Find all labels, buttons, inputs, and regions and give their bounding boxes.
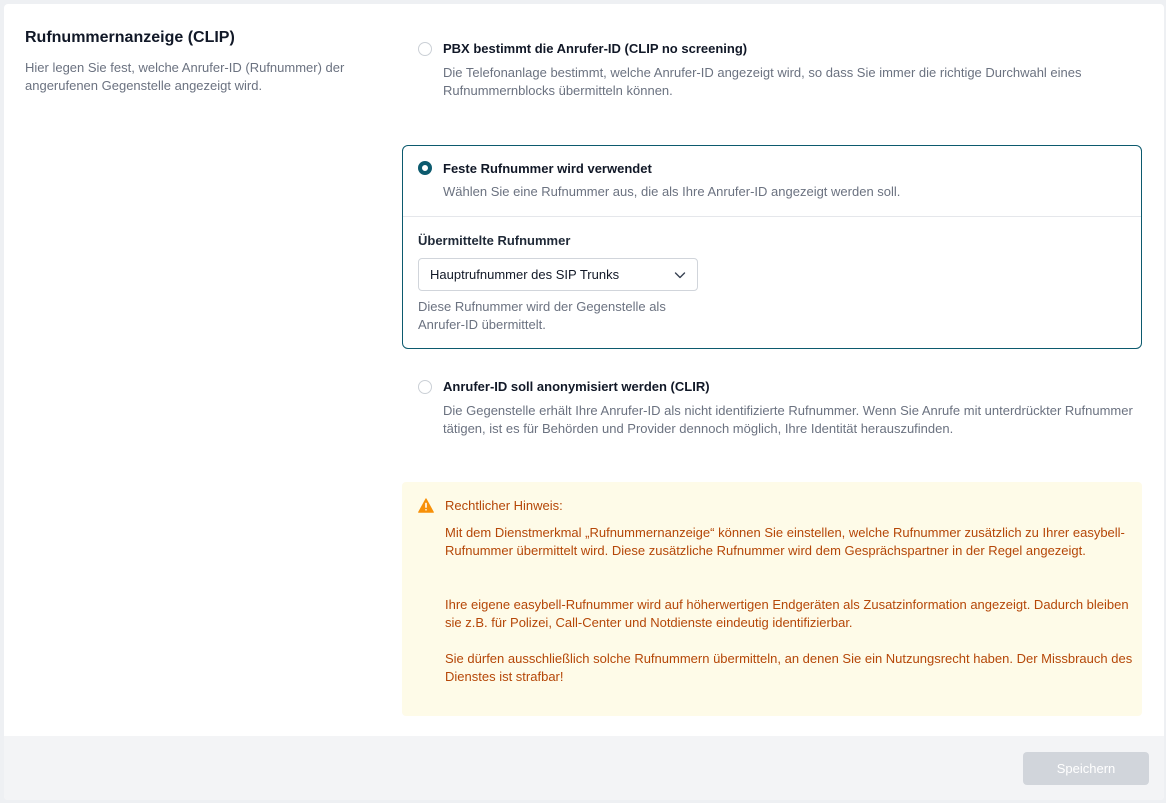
option-description: Die Gegenstelle erhält Ihre Anrufer-ID als nicht identifizierte Rufnummer. Wenn Sie Anrufe mit unterdrückter Rufnummer tätigen, ist es für Behörden und Provider dennoch möglich, Ihre Identität herauszufinden. (443, 403, 1133, 436)
footer-bar (4, 736, 1164, 800)
notice-paragraph: Mit dem Dienstmerkmal „Rufnummernanzeige“ können Sie einstellen, welche Rufnummer zusätzlich zu Ihrer easybell-Rufnummer übermittelt wird. Diese zusätzliche Rufnummer wird dem Gesprächspartner in der Regel angezeigt. (445, 525, 1125, 558)
settings-card (4, 4, 1164, 800)
option-title: Anrufer-ID soll anonymisiert werden (CLIR) (443, 379, 710, 394)
chevron-down-icon (674, 269, 686, 281)
section-header (25, 28, 375, 95)
radio-clir[interactable] (418, 380, 432, 394)
option-title: PBX bestimmt die Anrufer-ID (CLIP no screening) (443, 41, 748, 56)
section-description: Hier legen Sie fest, welche Anrufer-ID (Rufnummer) der angerufenen Gegenstelle angezeigt wird. (25, 60, 345, 93)
option-description: Wählen Sie eine Rufnummer aus, die als Ihre Anrufer-ID angezeigt werden soll. (443, 184, 901, 199)
field-help-text: Diese Rufnummer wird der Gegenstelle als Anrufer-ID übermittelt. (418, 299, 666, 332)
select-value: Hauptrufnummer des SIP Trunks (430, 267, 620, 282)
option-clip-no-screening[interactable] (402, 4, 1142, 124)
notice-paragraph: Ihre eigene easybell-Rufnummer wird auf höherwertigen Endgeräten als Zusatzinformation angezeigt. Dadurch bleiben sie z.B. für Polizei, Call-Center und Notdienste eindeutig identifizierbar. (445, 597, 1129, 630)
option-fixed-number[interactable] (402, 145, 1142, 349)
notice-title: Rechtlicher Hinweis: (445, 498, 563, 513)
notice-paragraph: Sie dürfen ausschließlich solche Rufnummern übermitteln, an denen Sie ein Nutzungsrecht haben. Der Missbrauch des Dienstes ist strafbar! (445, 651, 1133, 684)
warning-icon (418, 498, 434, 513)
legal-notice (402, 482, 1142, 716)
section-title: Rufnummernanzeige (CLIP) (25, 29, 235, 46)
transmitted-number-label: Übermittelte Rufnummer (418, 233, 571, 248)
radio-fixed-number[interactable] (418, 161, 432, 175)
option-title: Feste Rufnummer wird verwendet (443, 161, 652, 176)
option-description: Die Telefonanlage bestimmt, welche Anrufer-ID angezeigt wird, so dass Sie immer die richtige Durchwahl eines Rufnummernblocks übermitteln können. (443, 65, 1082, 98)
save-button[interactable]: Speichern (1023, 752, 1149, 785)
option-clir[interactable] (402, 364, 1142, 464)
divider (403, 216, 1141, 217)
radio-clip-no-screening[interactable] (418, 42, 432, 56)
transmitted-number-select[interactable] (418, 258, 698, 291)
